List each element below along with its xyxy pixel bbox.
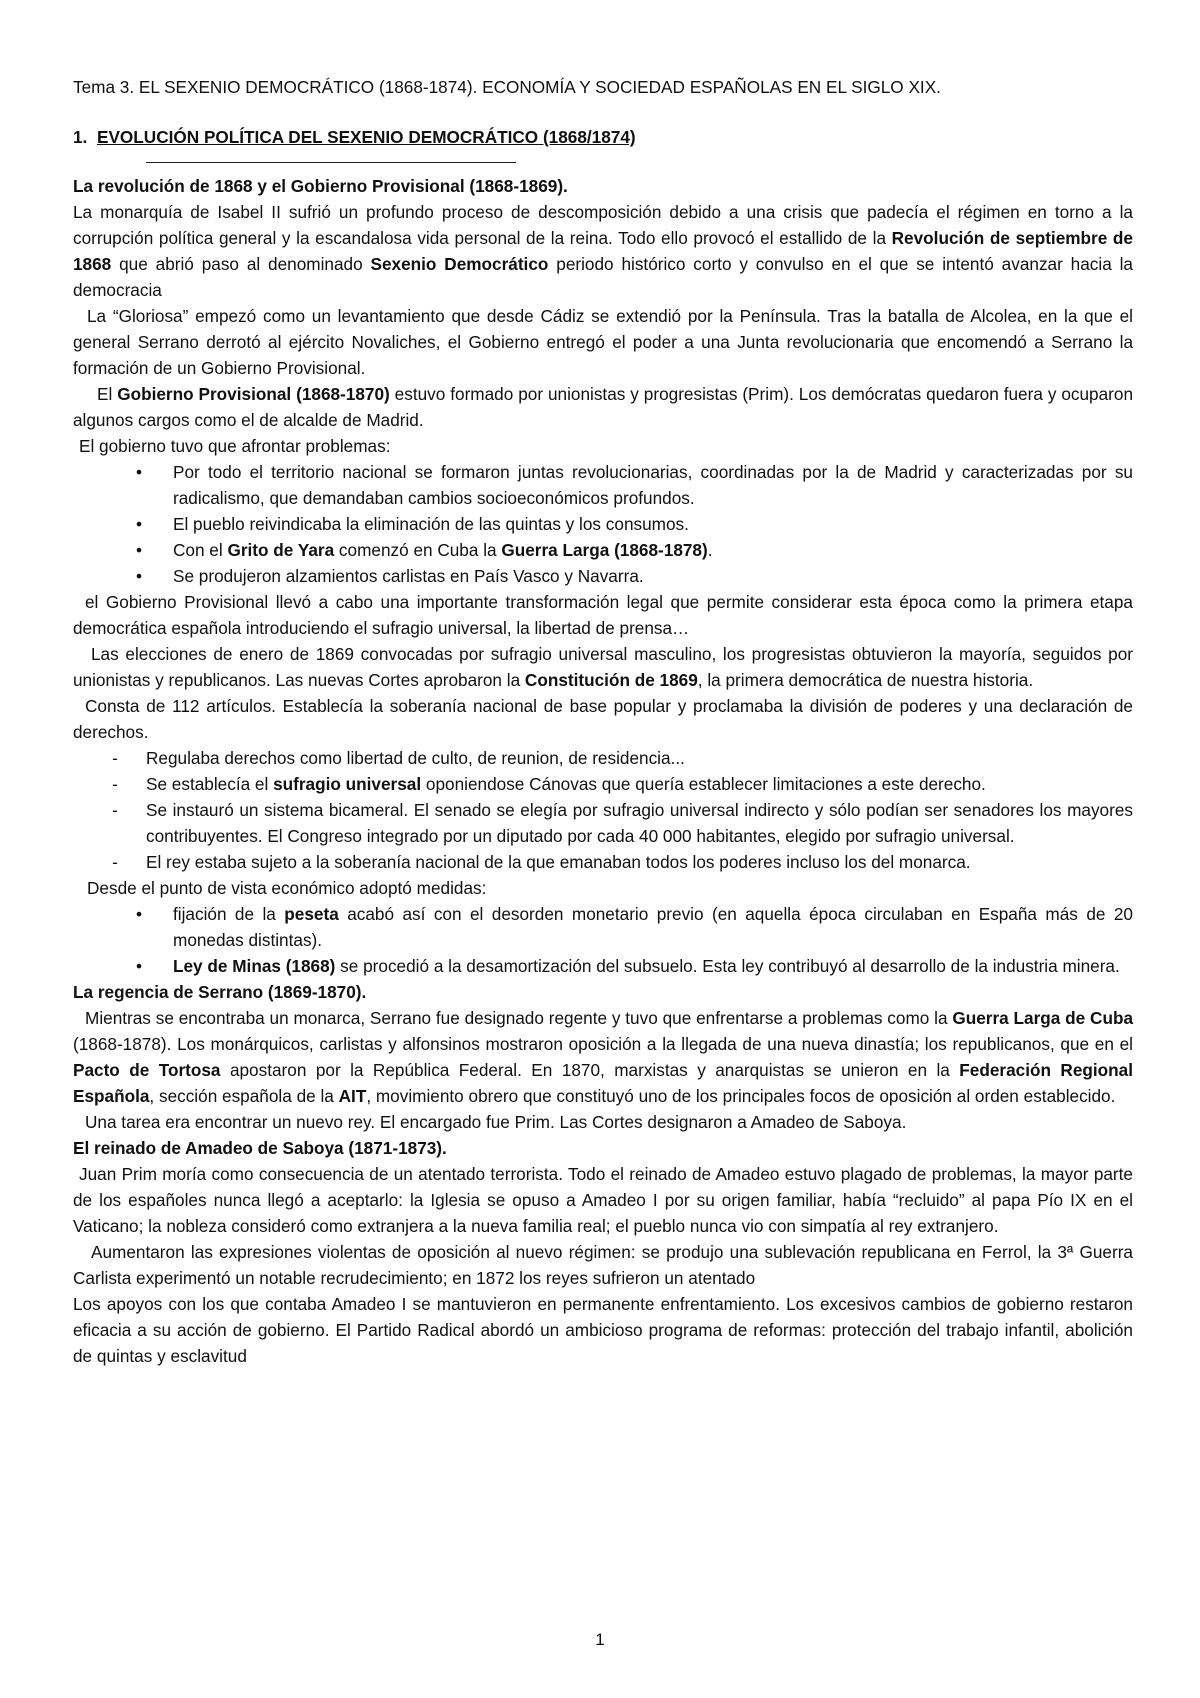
bullet-marker: • bbox=[135, 566, 143, 586]
list-item bbox=[73, 563, 1133, 589]
bold-term: Sexenio Democrático bbox=[370, 254, 549, 274]
paragraph-articulos: Consta de 112 artículos. Establecía la soberanía nacional de base popular y proclamaba la división de poderes y una declaración de derechos. bbox=[73, 696, 1133, 742]
section-heading bbox=[73, 124, 1133, 150]
text-run: periodo histórico corto y convulso en el que se intentó avanzar hacia la democracia bbox=[73, 254, 1133, 300]
list-item bbox=[73, 745, 1133, 771]
paragraph-nuevo-rey: Una tarea era encontrar un nuevo rey. El encargado fue Prim. Las Cortes designaron a Amadeo de Saboya. bbox=[85, 1112, 907, 1132]
bold-term: Pacto de Tortosa bbox=[73, 1060, 221, 1080]
list-item bbox=[73, 537, 1133, 563]
paragraph-problemas: El gobierno tuvo que afrontar problemas: bbox=[79, 436, 391, 456]
bold-term: Revolución de septiembre de 1868 bbox=[73, 228, 1133, 274]
text-run: estuvo formado por unionistas y progresistas (Prim). Los demócratas quedaron fuera y ocuparon algunos cargos como el de alcalde de Madrid. bbox=[73, 384, 1133, 430]
text-run: , la primera democrática de nuestra historia. bbox=[697, 670, 1034, 690]
bullet-marker: • bbox=[135, 956, 143, 976]
dash-list-constitucion bbox=[73, 745, 1133, 875]
dash-marker: - bbox=[112, 748, 118, 768]
text-run: La monarquía de Isabel II sufrió un profundo proceso de descomposición debido a una crisis que padecía el régimen en torno a la corrupción política general y la escandalosa vida personal de la reina. Todo ello provocó el estallido de la bbox=[73, 202, 1133, 248]
subheading-amadeo: El reinado de Amadeo de Saboya (1871-1873). bbox=[73, 1138, 447, 1158]
list-item bbox=[73, 901, 1133, 953]
list-item bbox=[73, 849, 1133, 875]
paragraph-gloriosa: La “Gloriosa” empezó como un levantamiento que desde Cádiz se extendió por la Península. Tras la batalla de Alcolea, en la que el general Serrano derrotó al ejército Novaliches, el Gobierno entregó el poder a una Junta revolucionaria que encomendó a Serrano la formación de un Gobierno Provisional. bbox=[73, 306, 1133, 378]
list-item bbox=[73, 459, 1133, 511]
document-title: Tema 3. EL SEXENIO DEMOCRÁTICO (1868-1874). ECONOMÍA Y SOCIEDAD ESPAÑOLAS EN EL SIGLO XIX. bbox=[73, 77, 941, 97]
bold-term: Federación Regional Española bbox=[73, 1060, 1133, 1106]
paragraph-apoyos: Los apoyos con los que contaba Amadeo I se mantuvieron en permanente enfrentamiento. Los excesivos cambios de gobierno restaron eficacia a su acción de gobierno. El Partido Radical abordó un ambicioso programa de reformas: protección del trabajo infantil, abolición de quintas y esclavitud bbox=[73, 1294, 1133, 1366]
text-run: . bbox=[707, 540, 713, 560]
paragraph-elecciones bbox=[73, 641, 1133, 693]
paragraph-monarquia bbox=[73, 199, 1133, 303]
text-run: fijación de la bbox=[173, 904, 285, 924]
text-run: Mientras se encontraba un monarca, Serrano fue designado regente y tuvo que enfrentarse a problemas como la bbox=[85, 1008, 953, 1028]
list-item-text: El pueblo reivindicaba la eliminación de las quintas y los consumos. bbox=[173, 514, 689, 534]
text-run: , sección española de la bbox=[149, 1086, 339, 1106]
bold-term: peseta bbox=[284, 904, 339, 924]
bullet-marker: • bbox=[135, 540, 143, 560]
horizontal-rule bbox=[146, 162, 516, 163]
list-item bbox=[73, 511, 1133, 537]
list-item bbox=[73, 953, 1133, 979]
list-item bbox=[73, 797, 1133, 849]
bullet-list-economia bbox=[73, 901, 1133, 979]
text-run: Se establecía el bbox=[146, 774, 274, 794]
text-run: , movimiento obrero que constituyó uno de los principales focos de oposición al orden establecido. bbox=[366, 1086, 1116, 1106]
bullet-marker: • bbox=[135, 904, 143, 924]
bold-term: sufragio universal bbox=[273, 774, 422, 794]
section-number: 1. bbox=[73, 127, 88, 147]
bold-term: Grito de Yara bbox=[227, 540, 335, 560]
paragraph-prim: Juan Prim moría como consecuencia de un atentado terrorista. Todo el reinado de Amadeo estuvo plagado de problemas, la mayor parte de los españoles nunca llegó a aceptarlo: la Iglesia se opuso a Amadeo I por su origen familiar, había “recluido” al papa Pío IX en el Vaticano; la nobleza consideró como extranjera a la nueva familia real; el pueblo nunca vio con simpatía al rey extranjero. bbox=[73, 1164, 1133, 1236]
text-run: acabó así con el desorden monetario previo (en aquella época circulaban en España más de 20 monedas distintas). bbox=[173, 904, 1133, 950]
text-run: que abrió paso al denominado bbox=[111, 254, 371, 274]
section-heading-text: EVOLUCIÓN POLÍTICA DEL SEXENIO DEMOCRÁTICO (1868/1874) bbox=[97, 127, 636, 147]
paragraph-oposicion: Aumentaron las expresiones violentas de oposición al nuevo régimen: se produjo una sublevación republicana en Ferrol, la 3ª Guerra Carlista experimentó un notable recrudecimiento; en 1872 los reyes sufrieron un atentado bbox=[73, 1242, 1133, 1288]
bold-term: Ley de Minas (1868) bbox=[173, 956, 336, 976]
bold-term: Guerra Larga de Cuba bbox=[952, 1008, 1133, 1028]
bullet-marker: • bbox=[135, 462, 143, 482]
paragraph-economico: Desde el punto de vista económico adoptó medidas: bbox=[87, 878, 487, 898]
text-run: Con el bbox=[173, 540, 228, 560]
list-item bbox=[73, 771, 1133, 797]
paragraph-transformacion-legal: el Gobierno Provisional llevó a cabo una importante transformación legal que permite considerar esta época como la primera etapa democrática española introduciendo el sufragio universal, la libertad de prensa… bbox=[73, 592, 1133, 638]
text-run: apostaron por la República Federal. En 1870, marxistas y anarquistas se unieron en la bbox=[220, 1060, 960, 1080]
paragraph-gobierno-provisional bbox=[73, 381, 1133, 433]
list-item-text: El rey estaba sujeto a la soberanía nacional de la que emanaban todos los poderes incluso los del monarca. bbox=[146, 852, 971, 872]
list-item-text: Por todo el territorio nacional se formaron juntas revolucionarias, coordinadas por la de Madrid y caracterizadas por su radicalismo, que demandaban cambios socioeconómicos profundos. bbox=[173, 462, 1133, 508]
bold-term: Gobierno Provisional (1868-1870) bbox=[117, 384, 390, 404]
bullet-marker: • bbox=[135, 514, 143, 534]
document-page bbox=[73, 74, 1133, 1369]
subheading-regencia: La regencia de Serrano (1869-1870). bbox=[73, 982, 367, 1002]
dash-marker: - bbox=[112, 800, 118, 820]
paragraph-regencia bbox=[73, 1005, 1133, 1109]
dash-marker: - bbox=[112, 852, 118, 872]
list-item-text: Se produjeron alzamientos carlistas en País Vasco y Navarra. bbox=[173, 566, 644, 586]
bullet-list-problemas bbox=[73, 459, 1133, 589]
text-run: comenzó en Cuba la bbox=[334, 540, 502, 560]
text-run: El bbox=[97, 384, 118, 404]
text-run: oponiendose Cánovas que quería establecer limitaciones a este derecho. bbox=[421, 774, 986, 794]
list-item-text: Regulaba derechos como libertad de culto, de reunion, de residencia... bbox=[146, 748, 685, 768]
text-run: se procedió a la desamortización del subsuelo. Esta ley contribuyó al desarrollo de la industria minera. bbox=[335, 956, 1120, 976]
list-item-text: Se instauró un sistema bicameral. El senado se elegía por sufragio universal indirecto y sólo podían ser senadores los mayores contribuyentes. El Congreso integrado por un diputado por cada 40 000 habitantes, elegido por sufragio universal. bbox=[146, 800, 1133, 846]
subheading-revolucion: La revolución de 1868 y el Gobierno Provisional (1868-1869). bbox=[73, 176, 568, 196]
dash-marker: - bbox=[112, 774, 118, 794]
bold-term: Guerra Larga (1868-1878) bbox=[501, 540, 708, 560]
bold-term: AIT bbox=[338, 1086, 367, 1106]
text-run: (1868-1878). Los monárquicos, carlistas y alfonsinos mostraron oposición a la llegada de una nueva dinastía; los republicanos, que en el bbox=[73, 1034, 1133, 1054]
bold-term: Constitución de 1869 bbox=[524, 670, 698, 690]
text-run: Las elecciones de enero de 1869 convocadas por sufragio universal masculino, los progresistas obtuvieron la mayoría, seguidos por unionistas y republicanos. Las nuevas Cortes aprobaron la bbox=[73, 644, 1133, 690]
page-number: 1 bbox=[595, 1630, 605, 1649]
